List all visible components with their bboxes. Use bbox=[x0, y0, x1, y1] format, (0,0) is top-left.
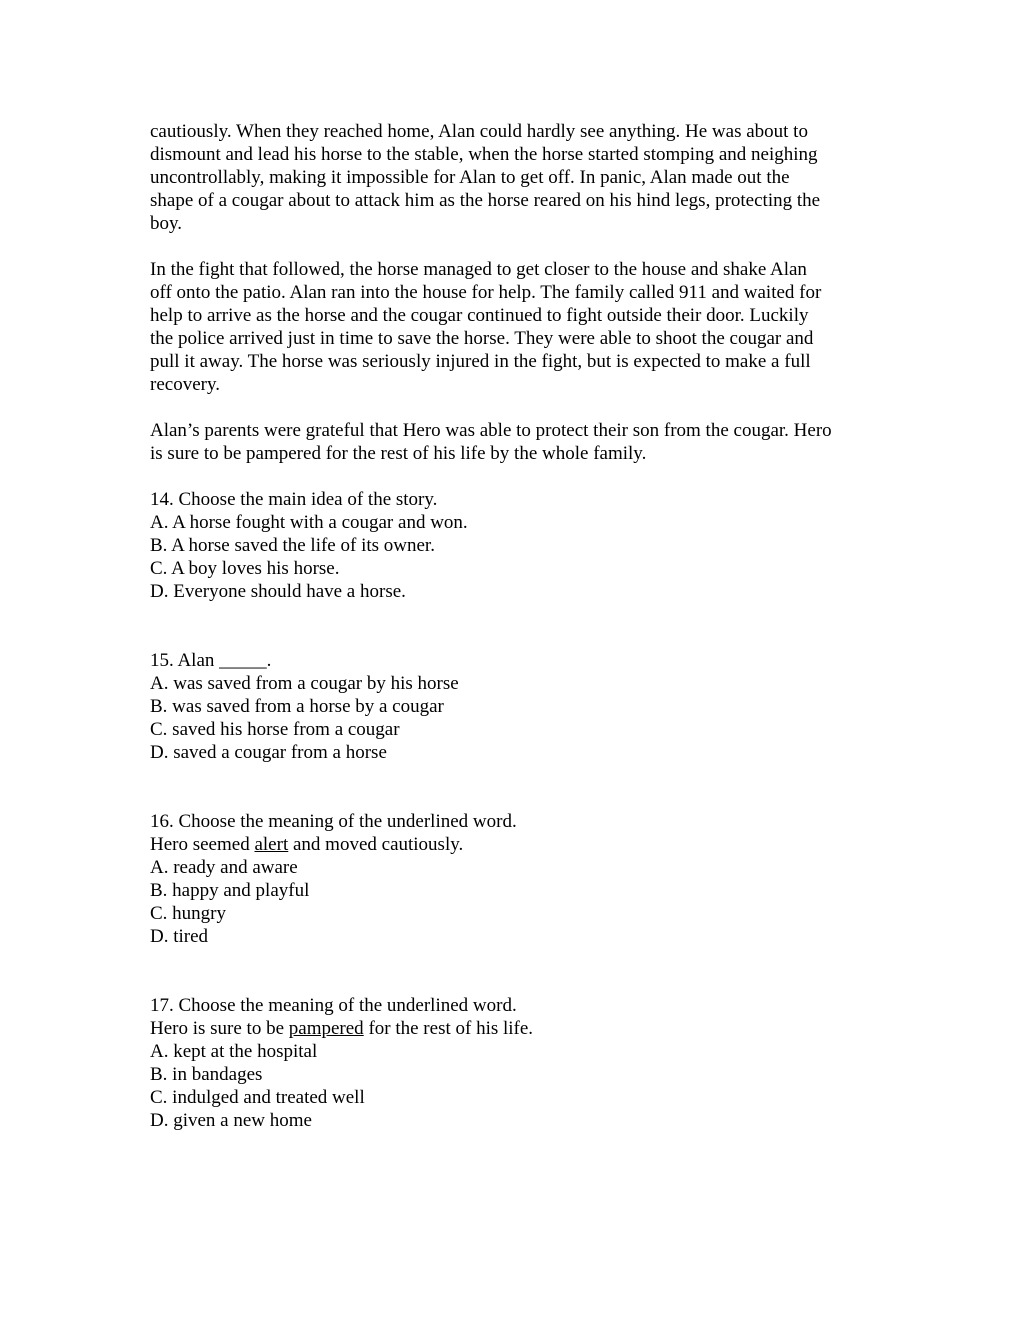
question-16 bbox=[150, 810, 517, 948]
text-line: uncontrollably, making it impossible for Alan to get off. In panic, Alan made out the bbox=[150, 167, 790, 188]
answer-option-a: A. ready and aware bbox=[150, 857, 298, 878]
text-line: help to arrive as the horse and the cougar continued to fight outside their door. Luckily bbox=[150, 305, 809, 326]
text-line: boy. bbox=[150, 213, 183, 234]
sentence-before: Hero seemed bbox=[150, 834, 255, 855]
answer-option-b: B. A horse saved the life of its owner. bbox=[150, 535, 435, 556]
sentence-after: for the rest of his life. bbox=[363, 1018, 534, 1039]
answer-option-d: D. given a new home bbox=[150, 1110, 312, 1131]
question-prompt: 17. Choose the meaning of the underlined word. bbox=[150, 995, 517, 1016]
question-sentence bbox=[150, 833, 517, 856]
answer-option-b: B. in bandages bbox=[150, 1064, 263, 1085]
question-prompt: 16. Choose the meaning of the underlined word. bbox=[150, 811, 517, 832]
text-line: In the fight that followed, the horse managed to get closer to the house and shake Alan bbox=[150, 259, 807, 280]
answer-option-a: A. A horse fought with a cougar and won. bbox=[150, 512, 468, 533]
text-line: shape of a cougar about to attack him as the horse reared on his hind legs, protecting the bbox=[150, 190, 821, 211]
question-prompt: 14. Choose the main idea of the story. bbox=[150, 489, 438, 510]
passage-paragraph-2 bbox=[150, 258, 821, 396]
text-line: off onto the patio. Alan ran into the house for help. The family called 911 and waited for bbox=[150, 282, 822, 303]
text-line: cautiously. When they reached home, Alan could hardly see anything. He was about to bbox=[150, 121, 808, 142]
answer-option-b: B. was saved from a horse by a cougar bbox=[150, 696, 444, 717]
text-line: Alan’s parents were grateful that Hero was able to protect their son from the cougar. Hero bbox=[150, 420, 832, 441]
answer-option-a: A. was saved from a cougar by his horse bbox=[150, 673, 459, 694]
text-line: pull it away. The horse was seriously injured in the fight, but is expected to make a full bbox=[150, 351, 811, 372]
sentence-after: and moved cautiously. bbox=[288, 834, 464, 855]
text-line: dismount and lead his horse to the stable, when the horse started stomping and neighing bbox=[150, 144, 818, 165]
underlined-word: alert bbox=[254, 834, 289, 855]
question-prompt: 15. Alan _____. bbox=[150, 650, 272, 671]
passage-paragraph-3 bbox=[150, 419, 832, 465]
answer-option-c: C. hungry bbox=[150, 903, 226, 924]
answer-option-a: A. kept at the hospital bbox=[150, 1041, 318, 1062]
question-15 bbox=[150, 649, 459, 764]
answer-option-d: D. saved a cougar from a horse bbox=[150, 742, 387, 763]
question-17 bbox=[150, 994, 533, 1132]
answer-option-c: C. indulged and treated well bbox=[150, 1087, 365, 1108]
underlined-word: pampered bbox=[288, 1018, 364, 1039]
passage-paragraph-1 bbox=[150, 120, 820, 235]
answer-option-d: D. tired bbox=[150, 926, 209, 947]
answer-option-d: D. Everyone should have a horse. bbox=[150, 581, 406, 602]
answer-option-c: C. saved his horse from a cougar bbox=[150, 719, 400, 740]
answer-option-c: C. A boy loves his horse. bbox=[150, 558, 340, 579]
question-14 bbox=[150, 488, 468, 603]
text-line: recovery. bbox=[150, 374, 220, 395]
question-sentence bbox=[150, 1017, 533, 1040]
sentence-before: Hero is sure to be bbox=[150, 1018, 289, 1039]
text-line: the police arrived just in time to save the horse. They were able to shoot the cougar and bbox=[150, 328, 814, 349]
answer-option-b: B. happy and playful bbox=[150, 880, 310, 901]
text-line: is sure to be pampered for the rest of his life by the whole family. bbox=[150, 443, 647, 464]
